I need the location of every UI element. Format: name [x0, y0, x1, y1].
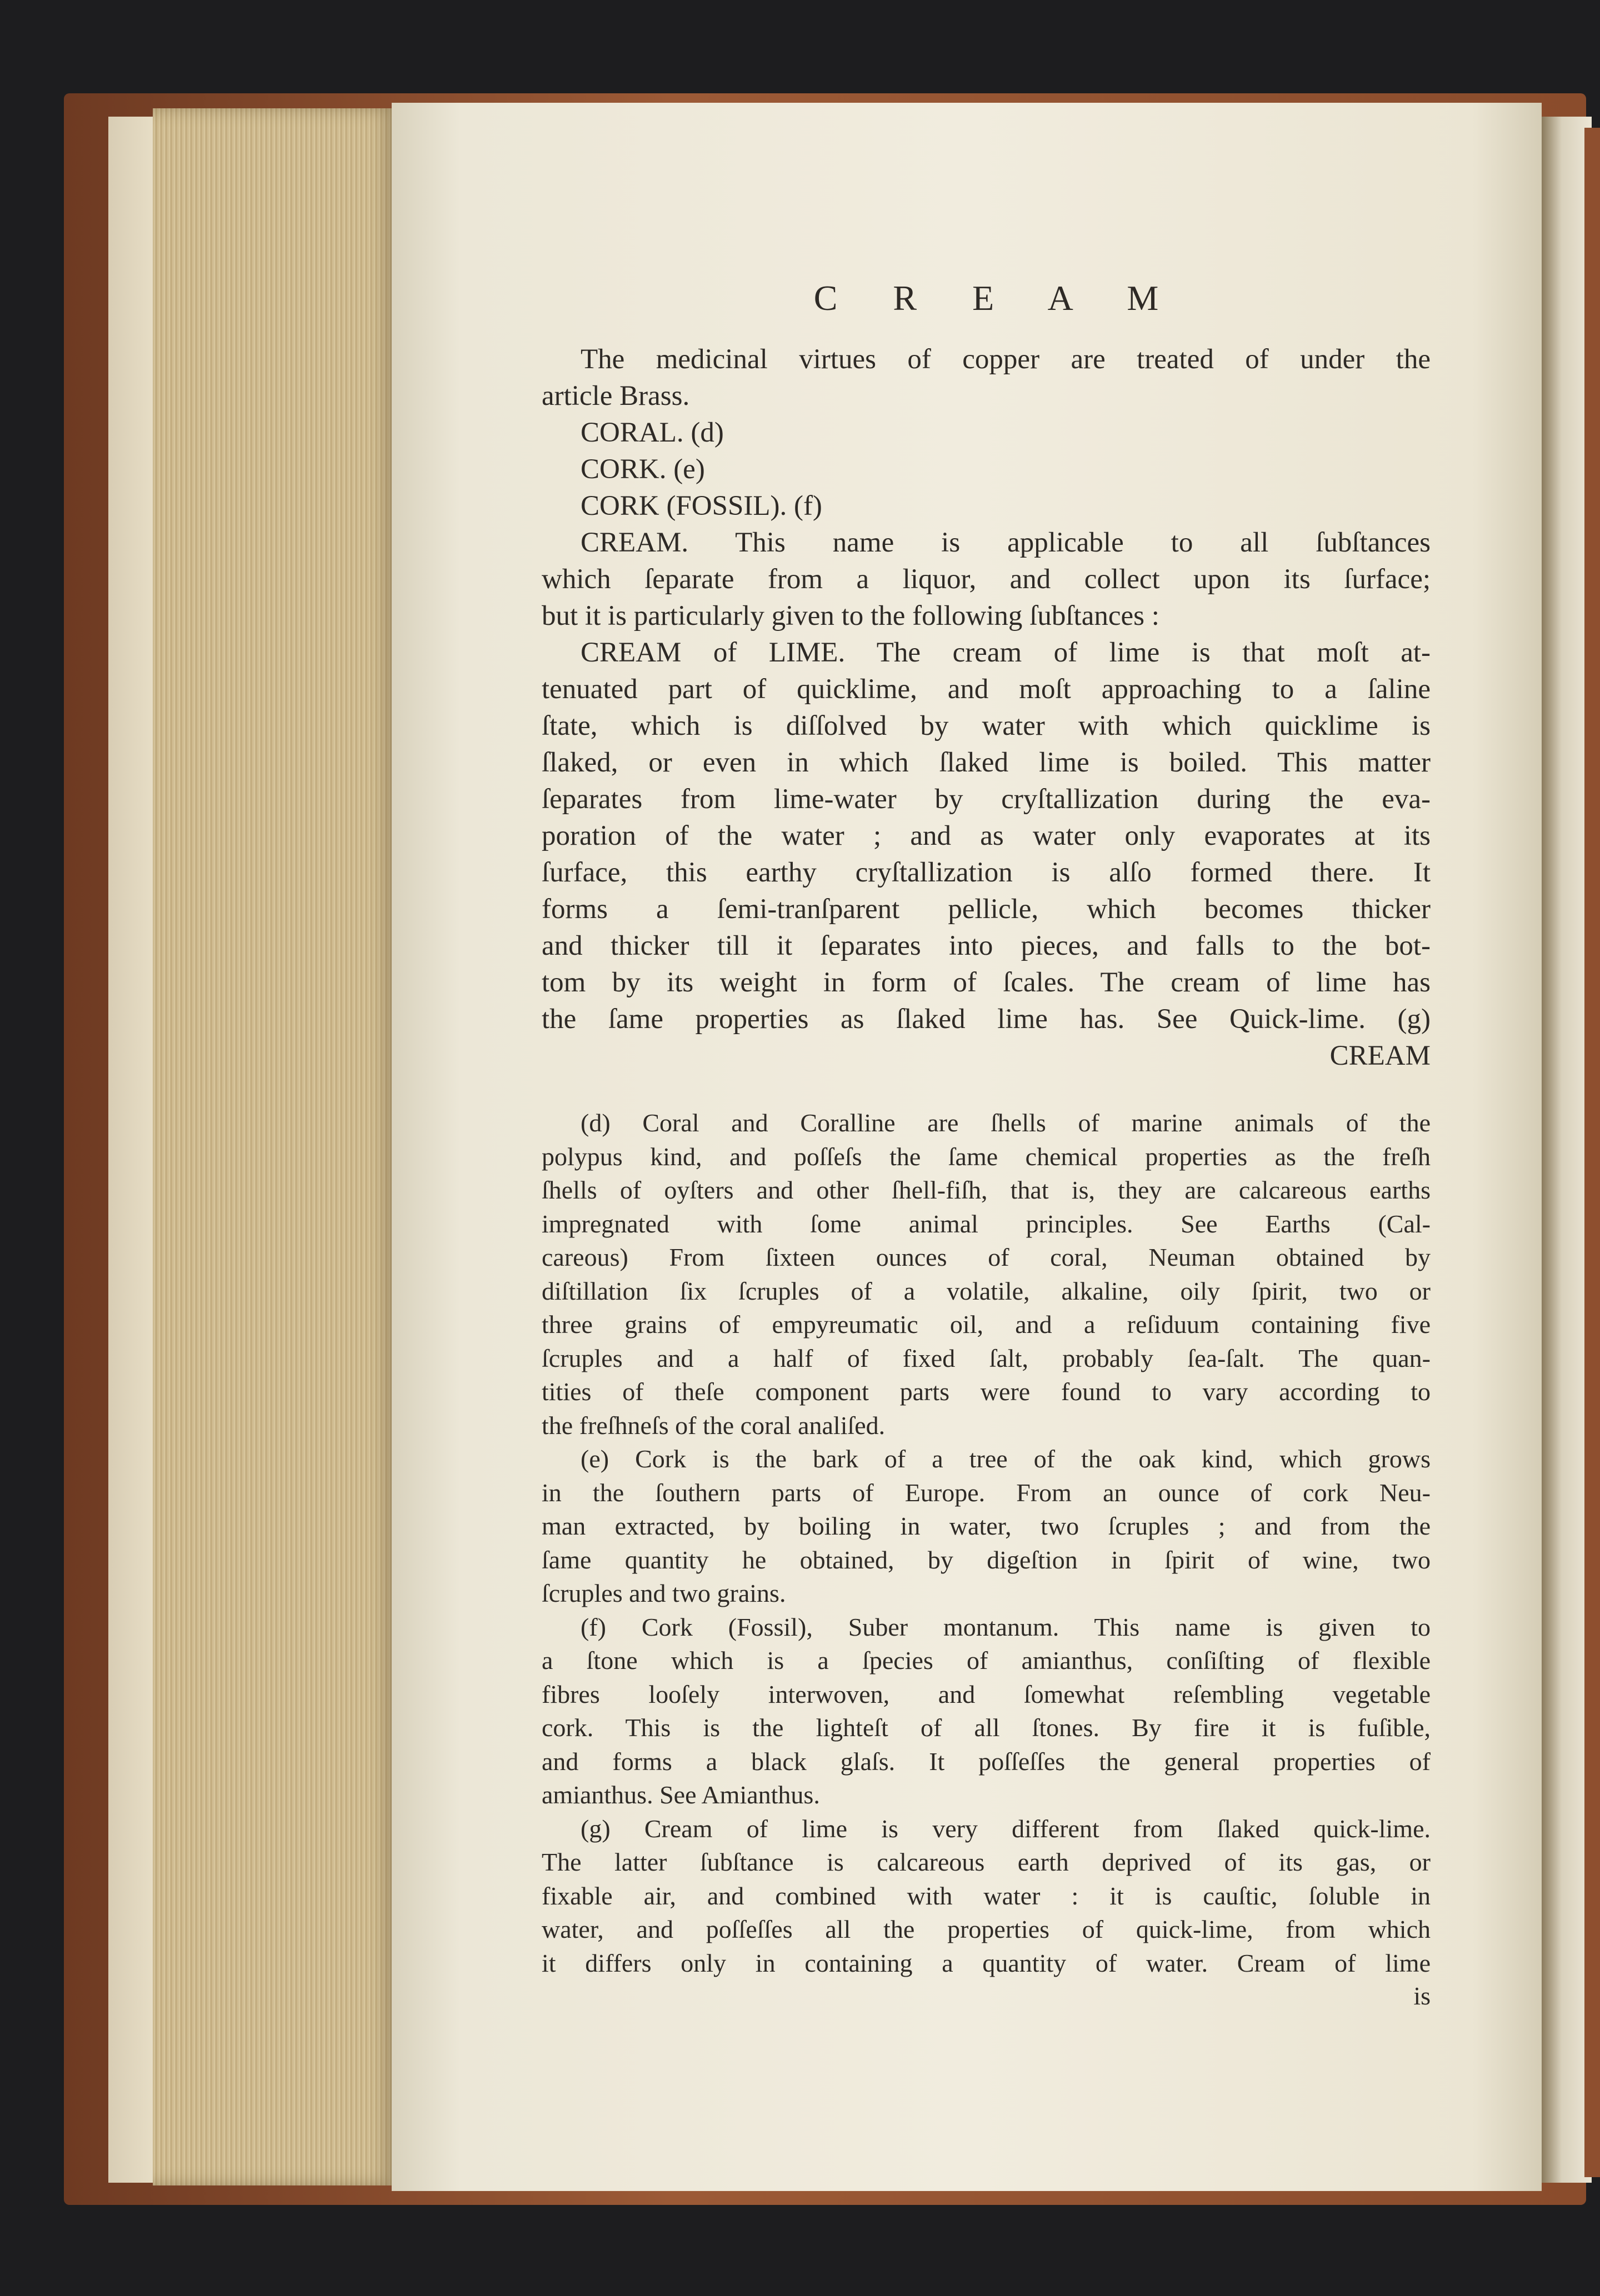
footnote-line: cork. This is the lighteſt of all ſtones. By fire it is fuſible, — [542, 1713, 1431, 1742]
footnote-line: fixable air, and combined with water : it is cauſtic, ſoluble in — [542, 1881, 1431, 1910]
page-text — [542, 278, 1431, 2012]
footnote-line: (f) Cork (Fossil), Suber montanum. This name is given to — [581, 1612, 1431, 1641]
footnote-line: and forms a black glaſs. It poſſeſſes the general properties of — [542, 1747, 1431, 1776]
footnote-line: ſcruples and a half of fixed ſalt, probably ſea-ſalt. The quan- — [542, 1343, 1431, 1372]
footnote-line: ſhells of oyſters and other ſhell-fiſh, that is, they are calcareous earths — [542, 1176, 1431, 1204]
text-line: and thicker till it ſeparates into pieces, and falls to the bot- — [542, 930, 1431, 961]
text-line: tenuated part of quicklime, and moſt approaching to a ſaline — [542, 674, 1431, 705]
footnote-line: three grains of empyreumatic oil, and a reſiduum containing five — [542, 1310, 1431, 1339]
footnote-line: careous) From ſixteen ounces of coral, Neuman obtained by — [542, 1243, 1431, 1271]
footnote-line: the freſhneſs of the coral analiſed. — [542, 1411, 886, 1440]
running-head: C R E A M — [813, 278, 1182, 318]
footnote-line: a ſtone which is a ſpecies of amianthus, conſiſting of flexible — [542, 1646, 1431, 1675]
text-line: CREAM. This name is applicable to all ſubſtances — [581, 527, 1431, 558]
footnote-line: water, and poſſeſſes all the properties of quick-lime, from which — [542, 1915, 1431, 1943]
text-line: which ſeparate from a liquor, and collect upon its ſurface; — [542, 564, 1431, 595]
footnotes — [542, 1106, 1431, 1980]
entry-heading: CORK. (e) — [581, 454, 705, 485]
footnote-line: (g) Cream of lime is very different from ſlaked quick-lime. — [581, 1814, 1431, 1843]
text-line: The medicinal virtues of copper are treated of under the — [581, 344, 1431, 375]
page-block-edges — [153, 108, 397, 2185]
footnote-line: The latter ſubſtance is calcareous earth deprived of its gas, or — [542, 1848, 1431, 1876]
cover-edge — [1584, 128, 1600, 2177]
catchword: is — [1413, 1982, 1431, 2010]
footnote-line: (d) Coral and Coralline are ſhells of marine animals of the — [581, 1109, 1431, 1137]
text-line: ſtate, which is diſſolved by water with which quicklime is — [542, 710, 1431, 741]
footnote-line: (e) Cork is the bark of a tree of the oak kind, which grows — [581, 1445, 1431, 1473]
text-line: ſurface, this earthy cryſtallization is alſo formed there. It — [542, 857, 1431, 888]
entry-heading: CORAL. (d) — [581, 417, 724, 448]
footnote-line: polypus kind, and poſſeſs the ſame chemical properties as the freſh — [542, 1142, 1431, 1171]
catchword-cream: CREAM — [1329, 1040, 1431, 1071]
footnote-line: impregnated with ſome animal principles. See Earths (Cal- — [542, 1209, 1431, 1238]
text-line: poration of the water ; and as water only evaporates at its — [542, 820, 1431, 851]
footnote-line: man extracted, by boiling in water, two ſcruples ; and from the — [542, 1512, 1431, 1540]
text-line: but it is particularly given to the following ſubſtances : — [542, 600, 1159, 631]
footnote-line: fibres looſely interwoven, and ſomewhat reſembling vegetable — [542, 1680, 1431, 1708]
footnote-line: in the ſouthern parts of Europe. From an ounce of cork Neu- — [542, 1478, 1431, 1507]
footnote-line: amianthus. See Amianthus. — [542, 1781, 820, 1809]
main-text — [542, 341, 1431, 1074]
footnote-line: ſame quantity he obtained, by digeſtion in ſpirit of wine, two — [542, 1545, 1431, 1574]
text-line: article Brass. — [542, 380, 690, 412]
text-line: CREAM of LIME. The cream of lime is that moſt at- — [581, 637, 1431, 668]
text-line: tom by its weight in form of ſcales. The cream of lime has — [542, 967, 1431, 998]
footnote-line: it differs only in containing a quantity of water. Cream of lime — [542, 1948, 1431, 1977]
footnote-line: ſcruples and two grains. — [542, 1579, 786, 1607]
text-line: the ſame properties as ſlaked lime has. See Quick-lime. (g) — [542, 1004, 1431, 1035]
text-line: ſlaked, or even in which ſlaked lime is boiled. This matter — [542, 747, 1431, 778]
text-line: ſeparates from lime-water by cryſtallization during the eva- — [542, 784, 1431, 815]
footnote-line: diſtillation ſix ſcruples of a volatile, alkaline, oily ſpirit, two or — [542, 1276, 1431, 1305]
entry-heading: CORK (FOSSIL). (f) — [581, 490, 822, 522]
text-line: forms a ſemi-tranſparent pellicle, which becomes thicker — [542, 894, 1431, 925]
footnote-line: tities of theſe component parts were found to vary according to — [542, 1377, 1431, 1406]
